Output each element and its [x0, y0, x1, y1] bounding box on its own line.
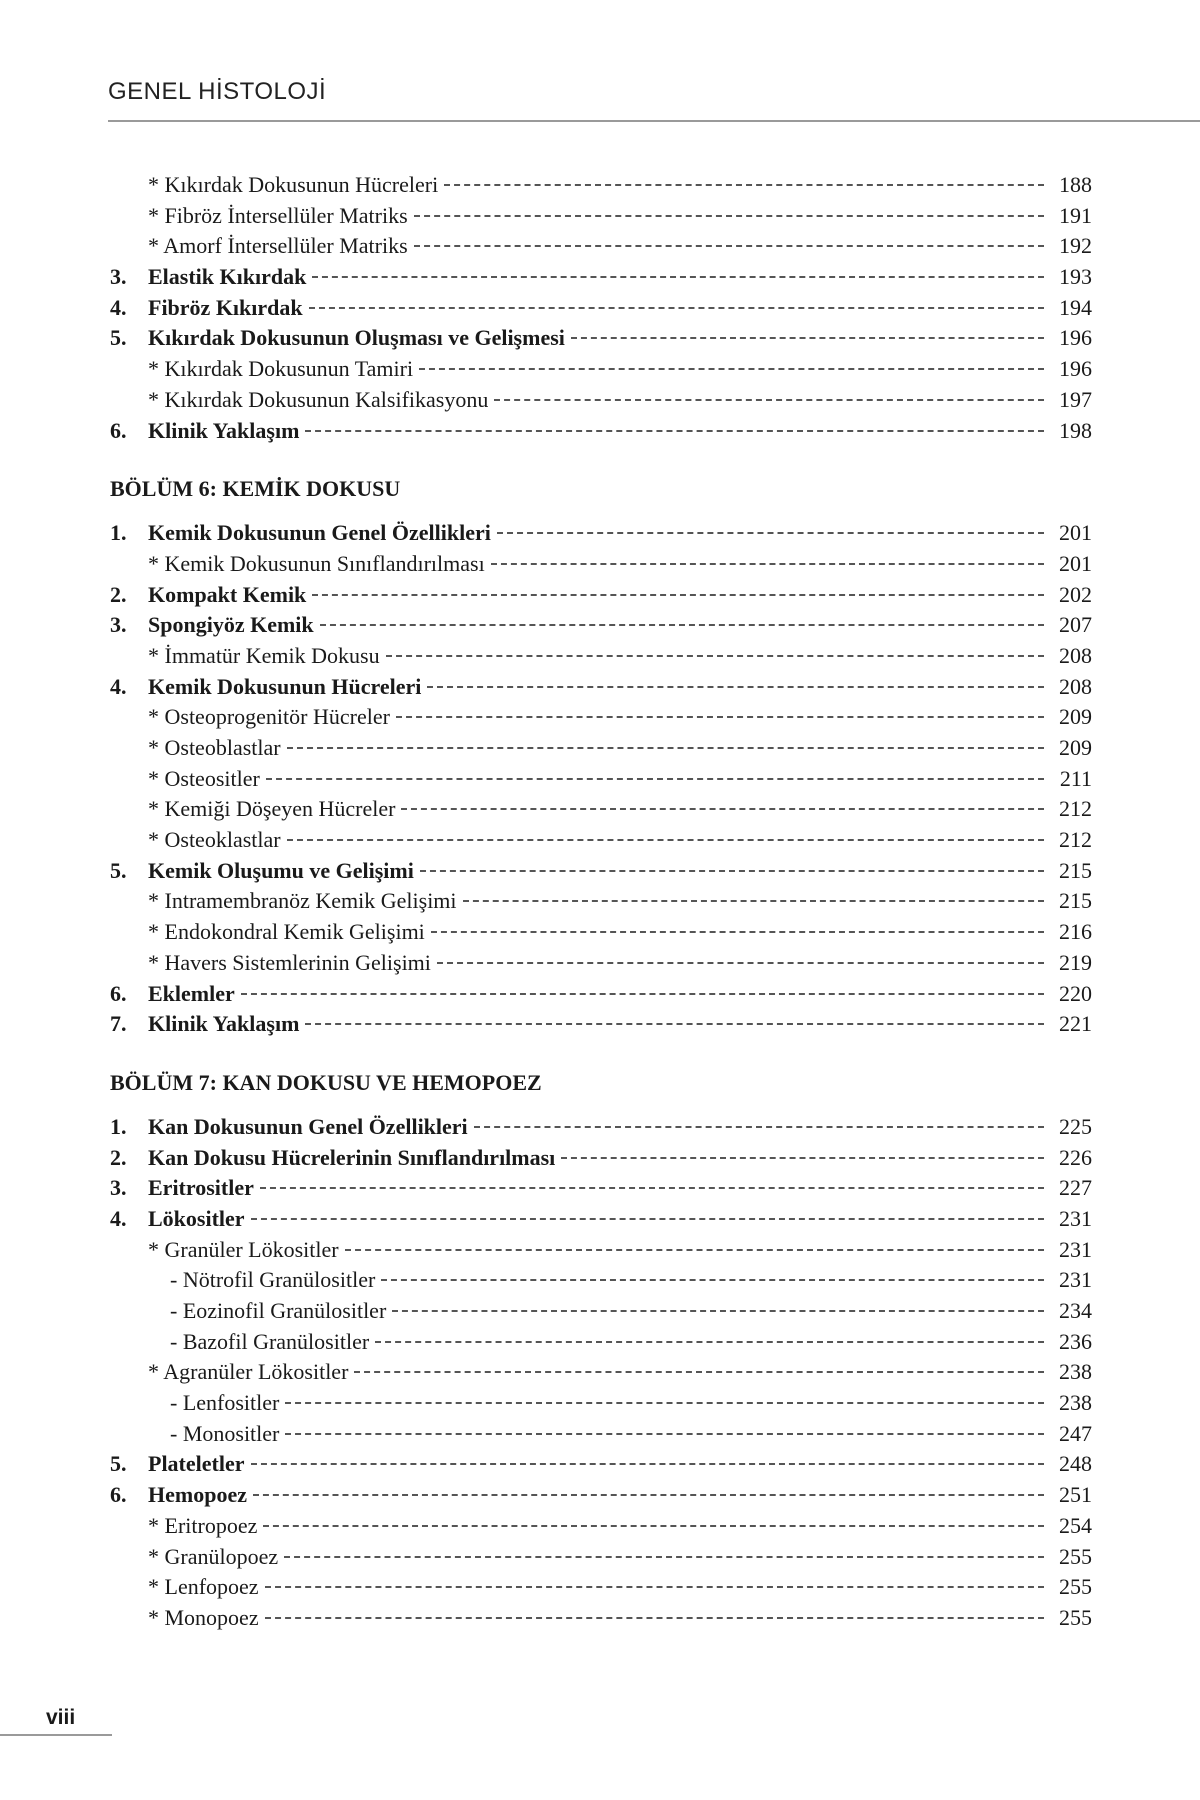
- entry-number: 3.: [110, 612, 127, 638]
- dot-leader: [474, 1126, 1044, 1128]
- dot-leader: [437, 962, 1044, 964]
- section-title: BÖLÜM 6: KEMİK DOKUSU: [110, 476, 401, 502]
- entry-page-number: 209: [1059, 735, 1092, 760]
- toc-entry[interactable]: [110, 520, 1092, 551]
- entry-page-number: 248: [1059, 1451, 1092, 1477]
- entry-number: 2.: [110, 581, 127, 607]
- entry-label: * Kemik Dokusunun Sınıflandırılması: [148, 550, 485, 576]
- entry-label: * Kıkırdak Dokusunun Tamiri: [148, 356, 414, 382]
- entry-label: * Fibröz İntersellüler Matriks: [148, 202, 408, 228]
- dot-leader: [265, 1586, 1044, 1588]
- entry-label: Klinik Yaklaşım: [148, 417, 300, 443]
- entry-label: * İmmatür Kemik Dokusu: [148, 642, 380, 668]
- entry-label: Kan Dokusu Hücrelerinin Sınıflandırılması: [148, 1144, 556, 1170]
- toc-entry[interactable]: [110, 1329, 1092, 1360]
- toc-entry[interactable]: [110, 1237, 1092, 1268]
- entry-page-number: 234: [1059, 1298, 1092, 1323]
- entry-page-number: 212: [1059, 796, 1092, 822]
- entry-page-number: 226: [1059, 1144, 1092, 1170]
- entry-page-number: 211: [1059, 765, 1092, 791]
- toc-entry[interactable]: [110, 356, 1092, 387]
- entry-number: 6.: [110, 417, 127, 443]
- toc-entry[interactable]: [110, 233, 1092, 264]
- toc-entry[interactable]: [110, 643, 1092, 674]
- dot-leader: [444, 184, 1044, 186]
- dot-leader: [345, 1249, 1044, 1251]
- dot-leader: [312, 276, 1044, 278]
- dot-leader: [251, 1463, 1045, 1465]
- entry-number: 5.: [110, 325, 127, 351]
- dot-leader: [420, 870, 1044, 872]
- toc-entry[interactable]: [110, 1114, 1092, 1145]
- entry-page-number: 220: [1059, 980, 1092, 1006]
- entry-label: * Granüler Lökositler: [148, 1236, 339, 1262]
- entry-page-number: 231: [1059, 1205, 1092, 1231]
- entry-label: Klinik Yaklaşım: [148, 1011, 300, 1037]
- entry-page-number: 219: [1059, 949, 1092, 975]
- entry-label: Fibröz Kıkırdak: [148, 294, 303, 320]
- toc-entry[interactable]: [110, 551, 1092, 582]
- entry-page-number: 225: [1059, 1113, 1092, 1139]
- toc-entry[interactable]: [110, 766, 1092, 797]
- entry-page-number: 251: [1059, 1482, 1092, 1508]
- toc-entry[interactable]: [110, 704, 1092, 735]
- entry-page-number: 255: [1059, 1604, 1092, 1630]
- dot-leader: [414, 245, 1044, 247]
- dot-leader: [419, 368, 1044, 370]
- entry-label: * Lenfopoez: [148, 1574, 259, 1600]
- dot-leader: [463, 900, 1044, 902]
- entry-number: 1.: [110, 520, 127, 546]
- entry-page-number: 238: [1059, 1359, 1092, 1385]
- toc-entry[interactable]: [110, 1175, 1092, 1206]
- entry-label: Lökositler: [148, 1205, 245, 1231]
- toc-entry[interactable]: [110, 582, 1092, 613]
- toc-entry[interactable]: [110, 919, 1092, 950]
- entry-page-number: 238: [1059, 1390, 1092, 1416]
- dot-leader: [266, 778, 1044, 780]
- entry-page-number: 193: [1059, 264, 1092, 290]
- dot-leader: [305, 1023, 1044, 1025]
- toc-entry[interactable]: [110, 612, 1092, 643]
- toc-entry[interactable]: [110, 1267, 1092, 1298]
- page-number: viii: [46, 1706, 76, 1729]
- dot-leader: [260, 1187, 1044, 1189]
- entry-number: 7.: [110, 1011, 127, 1037]
- entry-page-number: 196: [1059, 356, 1092, 382]
- toc-entry[interactable]: [110, 172, 1092, 203]
- entry-label: Kompakt Kemik: [148, 581, 307, 607]
- toc-entry[interactable]: [110, 1390, 1092, 1421]
- toc-entry[interactable]: [110, 888, 1092, 919]
- section-title: BÖLÜM 7: KAN DOKUSU VE HEMOPOEZ: [110, 1069, 542, 1095]
- dot-leader: [241, 993, 1044, 995]
- entry-page-number: 198: [1059, 417, 1092, 443]
- dot-leader: [392, 1310, 1044, 1312]
- entry-label: * Intramembranöz Kemik Gelişimi: [148, 888, 457, 914]
- toc-entry[interactable]: [110, 674, 1092, 705]
- dot-leader: [491, 563, 1044, 565]
- entry-label: Kemik Dokusunun Genel Özellikleri: [148, 520, 491, 546]
- toc-entry[interactable]: [110, 1482, 1092, 1513]
- entry-number: 3.: [110, 264, 127, 290]
- entry-label: * Kıkırdak Dokusunun Hücreleri: [148, 172, 439, 197]
- entry-label: Hemopoez: [148, 1482, 247, 1508]
- toc-entry[interactable]: [110, 1513, 1092, 1544]
- dot-leader: [287, 839, 1044, 841]
- entry-page-number: 254: [1059, 1512, 1092, 1538]
- entry-label: * Agranüler Lökositler: [148, 1359, 349, 1385]
- entry-label: * Kıkırdak Dokusunun Kalsifikasyonu: [148, 386, 489, 412]
- entry-label: * Osteoblastlar: [148, 735, 281, 760]
- toc-entry[interactable]: [110, 1421, 1092, 1452]
- entry-page-number: 236: [1059, 1328, 1092, 1354]
- dot-leader: [427, 686, 1044, 688]
- entry-page-number: 247: [1059, 1420, 1092, 1446]
- toc-entry[interactable]: [110, 950, 1092, 981]
- entry-page-number: 194: [1059, 294, 1092, 320]
- entry-page-number: 255: [1059, 1574, 1092, 1600]
- dot-leader: [497, 532, 1044, 534]
- dot-leader: [251, 1218, 1044, 1220]
- toc-entry[interactable]: [110, 1605, 1092, 1636]
- entry-page-number: 201: [1059, 550, 1092, 576]
- entry-label: * Amorf İntersellüler Matriks: [148, 233, 408, 259]
- entry-label: - Eozinofil Granülositler: [170, 1298, 387, 1323]
- entry-page-number: 208: [1059, 642, 1092, 668]
- toc-entry[interactable]: [110, 858, 1092, 889]
- entry-label: Kan Dokusunun Genel Özellikleri: [148, 1113, 468, 1139]
- toc-entry[interactable]: [110, 796, 1092, 827]
- entry-page-number: 209: [1059, 704, 1092, 730]
- dot-leader: [284, 1556, 1044, 1558]
- entry-label: * Osteositler: [148, 765, 260, 791]
- entry-page-number: 196: [1059, 325, 1092, 351]
- entry-label: * Osteoprogenitör Hücreler: [148, 704, 390, 730]
- dot-leader: [285, 1402, 1044, 1404]
- entry-number: 4.: [110, 294, 127, 320]
- entry-page-number: 212: [1059, 827, 1092, 853]
- entry-page-number: 231: [1059, 1267, 1092, 1293]
- entry-number: 5.: [110, 1451, 127, 1477]
- entry-label: - Monositler: [170, 1420, 280, 1446]
- entry-page-number: 197: [1059, 386, 1092, 412]
- toc-entry[interactable]: [110, 418, 1092, 449]
- entry-page-number: 201: [1059, 520, 1092, 546]
- entry-label: * Granülopoez: [148, 1543, 279, 1569]
- dot-leader: [561, 1157, 1044, 1159]
- entry-label: - Bazofil Granülositler: [170, 1328, 370, 1354]
- entry-label: Kemik Oluşumu ve Gelişimi: [148, 857, 414, 883]
- dot-leader: [354, 1371, 1044, 1373]
- dot-leader: [265, 1617, 1044, 1619]
- entry-page-number: 215: [1059, 888, 1092, 914]
- entry-number: 4.: [110, 673, 127, 699]
- entry-number: 3.: [110, 1175, 127, 1201]
- toc-entry[interactable]: [110, 1145, 1092, 1176]
- dot-leader: [312, 594, 1044, 596]
- dot-leader: [381, 1279, 1044, 1281]
- footer-rule: [0, 1734, 112, 1736]
- entry-page-number: 208: [1059, 673, 1092, 699]
- toc-entry[interactable]: [110, 1574, 1092, 1605]
- dot-leader: [305, 430, 1044, 432]
- entry-label: - Nötrofil Granülositler: [170, 1267, 376, 1293]
- entry-page-number: 191: [1059, 202, 1092, 228]
- entry-page-number: 207: [1059, 612, 1092, 638]
- dot-leader: [571, 337, 1044, 339]
- toc-entry[interactable]: [110, 981, 1092, 1012]
- dot-leader: [263, 1525, 1044, 1527]
- dot-leader: [431, 931, 1044, 933]
- dot-leader: [320, 624, 1044, 626]
- dot-leader: [287, 747, 1044, 749]
- entry-number: 1.: [110, 1113, 127, 1139]
- dot-leader: [253, 1494, 1044, 1496]
- entry-label: Plateletler: [148, 1451, 245, 1477]
- entry-label: * Endokondral Kemik Gelişimi: [148, 919, 425, 945]
- toc-entry[interactable]: [110, 264, 1092, 295]
- toc-entry[interactable]: [110, 295, 1092, 326]
- entry-number: 2.: [110, 1144, 127, 1170]
- entry-label: * Havers Sistemlerinin Gelişimi: [148, 949, 431, 975]
- toc-entry[interactable]: [110, 827, 1092, 858]
- entry-label: Elastik Kıkırdak: [148, 264, 307, 290]
- entry-page-number: 215: [1059, 857, 1092, 883]
- entry-label: * Kemiği Döşeyen Hücreler: [148, 796, 396, 822]
- dot-leader: [285, 1433, 1044, 1435]
- running-head: GENEL HİSTOLOJİ: [108, 78, 327, 105]
- toc-entry[interactable]: [110, 1298, 1092, 1329]
- entry-page-number: 188: [1059, 172, 1092, 197]
- toc-entry[interactable]: [110, 325, 1092, 356]
- table-of-contents: [110, 172, 1092, 1636]
- toc-entry[interactable]: [110, 203, 1092, 234]
- entry-page-number: 231: [1059, 1236, 1092, 1262]
- entry-label: * Monopoez: [148, 1604, 259, 1630]
- entry-number: 6.: [110, 1482, 127, 1508]
- entry-page-number: 202: [1059, 581, 1092, 607]
- entry-page-number: 216: [1059, 919, 1092, 945]
- entry-label: Kıkırdak Dokusunun Oluşması ve Gelişmesi: [148, 325, 565, 351]
- dot-leader: [375, 1341, 1044, 1343]
- dot-leader: [414, 215, 1044, 217]
- entry-label: - Lenfositler: [170, 1390, 280, 1416]
- entry-label: Kemik Dokusunun Hücreleri: [148, 673, 422, 699]
- toc-entry[interactable]: [110, 735, 1092, 766]
- dot-leader: [401, 808, 1044, 810]
- dot-leader: [386, 655, 1044, 657]
- entry-number: 5.: [110, 857, 127, 883]
- entry-label: * Eritropoez: [148, 1512, 258, 1538]
- toc-entry[interactable]: [110, 1206, 1092, 1237]
- toc-entry[interactable]: [110, 1544, 1092, 1575]
- entry-page-number: 255: [1059, 1543, 1092, 1569]
- dot-leader: [309, 307, 1044, 309]
- toc-entry[interactable]: [110, 387, 1092, 418]
- entry-number: 4.: [110, 1205, 127, 1231]
- entry-label: Eritrositler: [148, 1175, 254, 1201]
- toc-entry[interactable]: [110, 1451, 1092, 1482]
- dot-leader: [494, 399, 1044, 401]
- entry-label: Eklemler: [148, 980, 235, 1006]
- toc-entry[interactable]: [110, 1359, 1092, 1390]
- dot-leader: [396, 716, 1044, 718]
- entry-page-number: 227: [1059, 1175, 1092, 1201]
- header-rule: [108, 120, 1200, 122]
- entry-label: * Osteoklastlar: [148, 827, 281, 853]
- entry-page-number: 221: [1059, 1011, 1092, 1037]
- toc-entry[interactable]: [110, 1011, 1092, 1042]
- entry-page-number: 192: [1059, 233, 1092, 259]
- entry-label: Spongiyöz Kemik: [148, 612, 314, 638]
- entry-number: 6.: [110, 980, 127, 1006]
